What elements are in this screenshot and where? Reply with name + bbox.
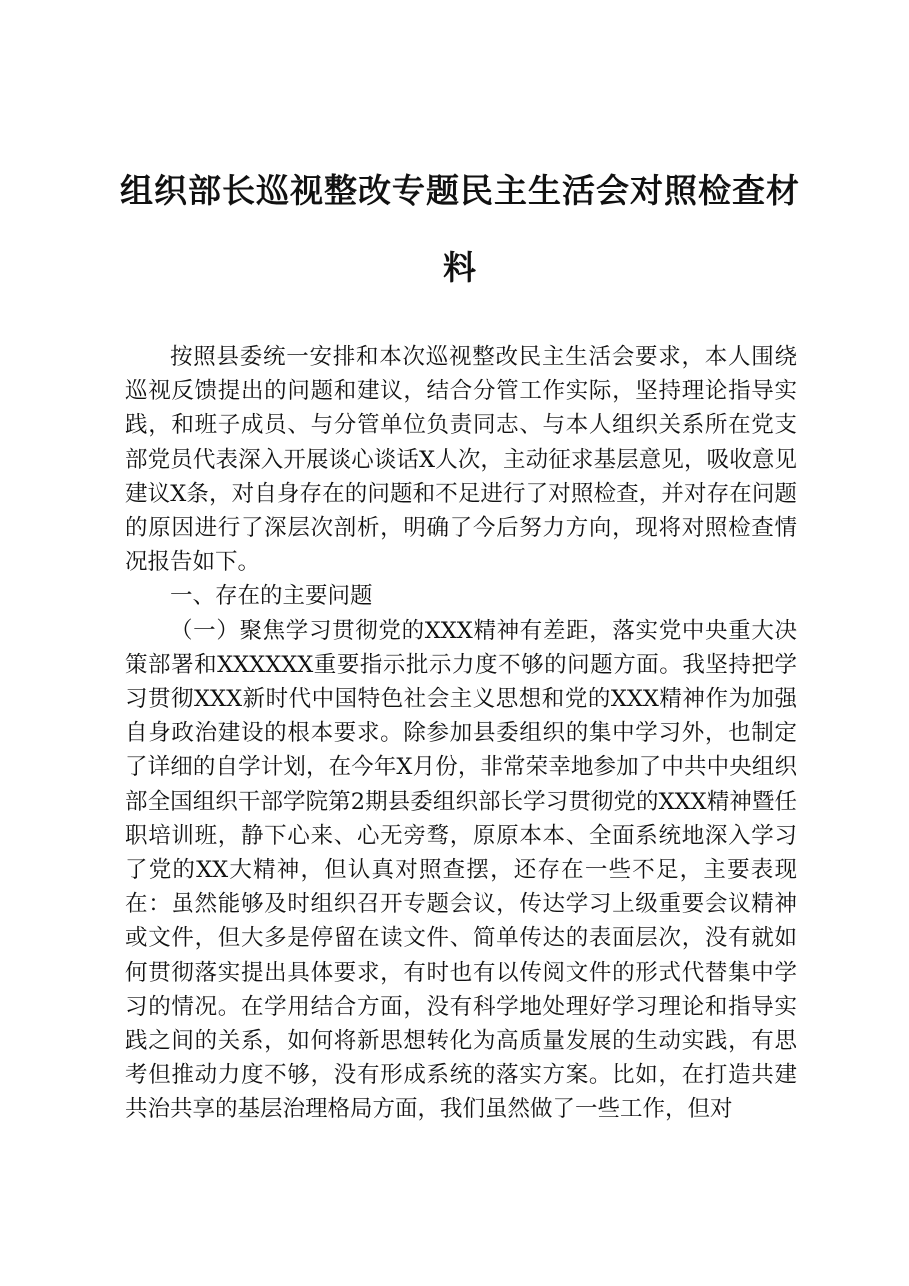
document-title: 组织部长巡视整改专题民主生活会对照检查材料	[120, 171, 800, 287]
document-body	[125, 340, 797, 1127]
section-heading-1: 一、存在的主要问题	[170, 583, 373, 610]
paragraph-intro: 按照县委统一安排和本次巡视整改民主生活会要求，本人围绕巡视反馈提出的问题和建议，结合分管工作实际，坚持理论指导实践，和班子成员、与分管单位负责同志、与本人组织关系所在党支部党员代表深入开展谈心谈话X人次，主动征求基层意见，吸收意见建议X条，对自身存在的问题和不足进行了对照检查，并对存在问题的原因进行了深层次剖析，明确了今后努力方向，现将对照检查情况报告如下。	[125, 344, 797, 576]
paragraph-section-1-item-1: （一）聚焦学习贯彻党的XXX精神有差距，落实党中央重大决策部署和XXXXXX重要指示批示力度不够的问题方面。我坚持把学习贯彻XXX新时代中国特色社会主义思想和党的XXX精神作为加强自身政治建设的根本要求。除参加县委组织的集中学习外，也制定了详细的自学计划，在今年X月份，非常荣幸地参加了中共中央组织部全国组织干部学院第2期县委组织部长学习贯彻党的XXX精神暨任职培训班，静下心来、心无旁骛，原原本本、全面系统地深入学习了党的XX大精神，但认真对照查摆，还存在一些不足，主要表现在：虽然能够及时组织召开专题会议，传达学习上级重要会议精神或文件，但大多是停留在读文件、简单传达的表面层次，没有就如何贯彻落实提出具体要求，有时也有以传阅文件的形式代替集中学习的情况。在学用结合方面，没有科学地处理好学习理论和指导实践之间的关系，如何将新思想转化为高质量发展的生动实践，有思考但推动力度不够，没有形成系统的落实方案。比如，在打造共建共治共享的基层治理格局方面，我们虽然做了一些工作，但对	[125, 617, 797, 1123]
